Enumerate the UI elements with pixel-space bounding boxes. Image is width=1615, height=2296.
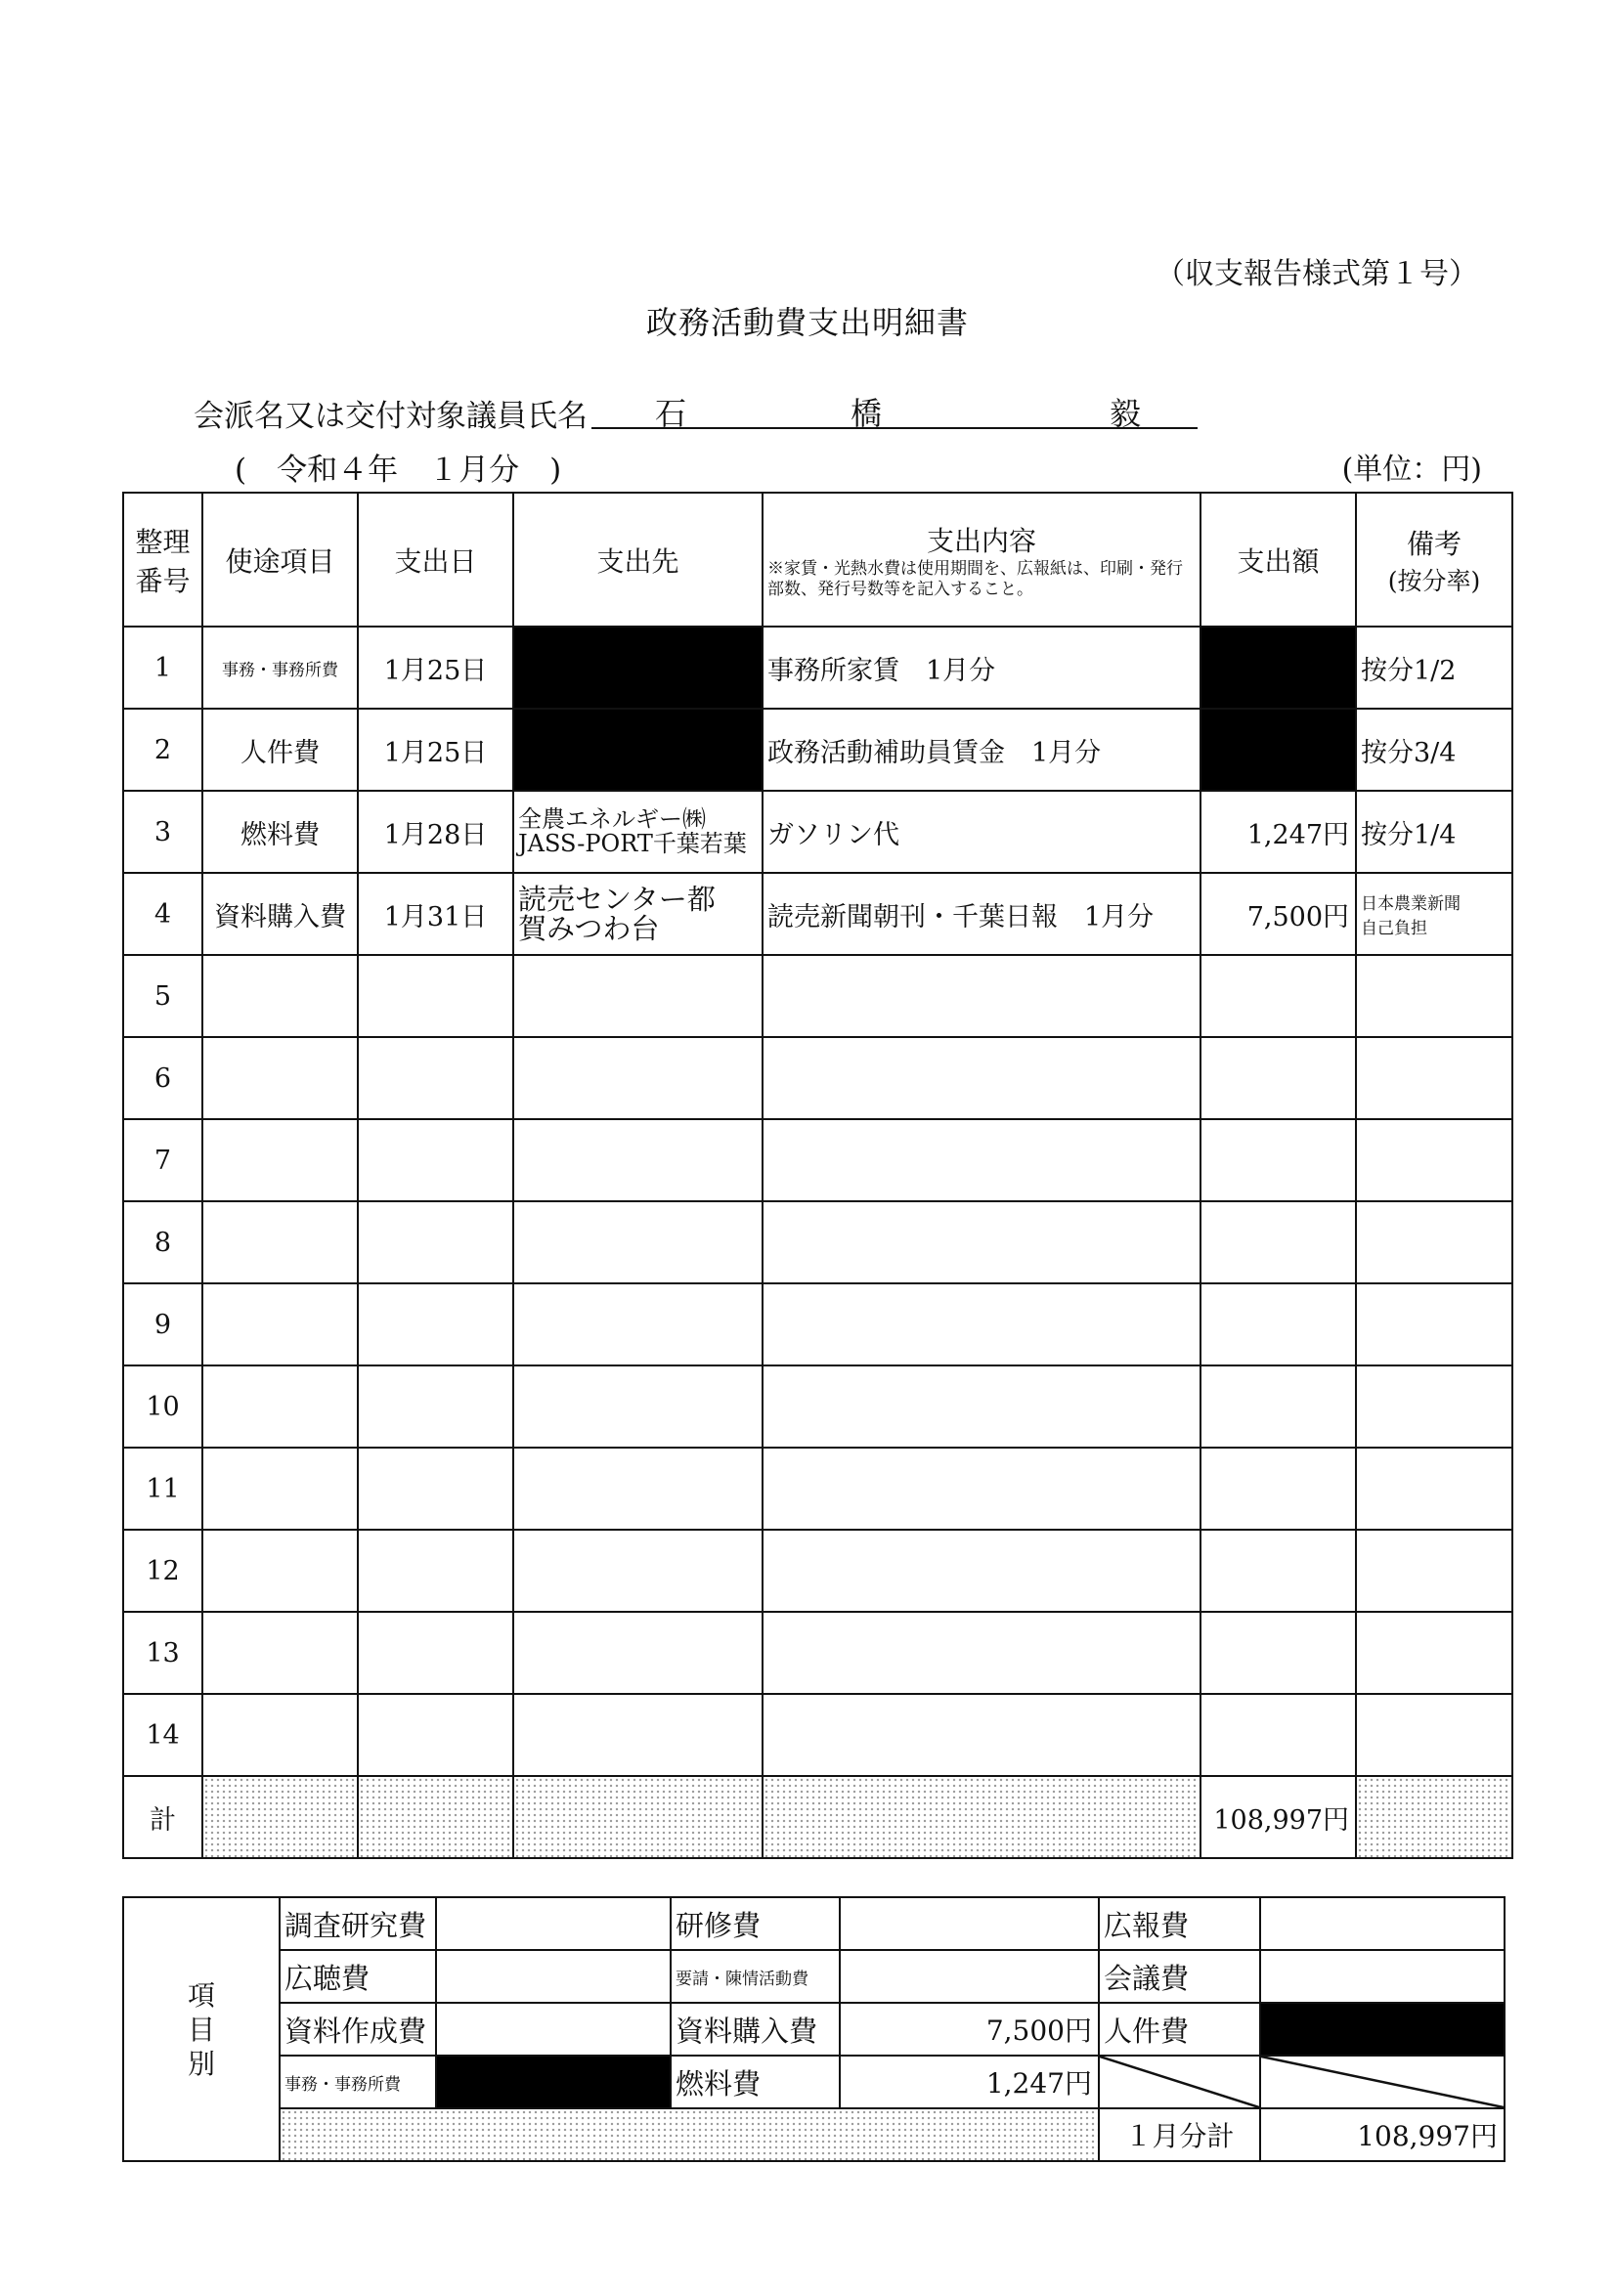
row-remarks bbox=[1356, 955, 1512, 1037]
category-value-fuel: 1,247円 bbox=[840, 2056, 1099, 2108]
header-date: 支出日 bbox=[358, 493, 513, 627]
table-row bbox=[123, 1037, 1512, 1119]
row-content: ガソリン代 bbox=[763, 791, 1200, 873]
category-total-row bbox=[123, 2108, 1505, 2161]
table-row bbox=[123, 1694, 1512, 1776]
row-amount bbox=[1200, 1694, 1356, 1776]
row-content bbox=[763, 955, 1200, 1037]
category-row-3 bbox=[123, 2003, 1505, 2056]
category-total-empty bbox=[280, 2108, 1099, 2161]
header-no: 整理 番号 bbox=[123, 493, 202, 627]
row-purpose bbox=[202, 1037, 358, 1119]
row-content bbox=[763, 1448, 1200, 1530]
row-purpose: 人件費 bbox=[202, 709, 358, 791]
row-amount bbox=[1200, 1612, 1356, 1694]
category-label-personnel: 人件費 bbox=[1099, 2003, 1260, 2056]
header-remarks: 備考 (按分率) bbox=[1356, 493, 1512, 627]
category-summary-table bbox=[122, 1896, 1506, 2162]
total-empty-cell bbox=[358, 1776, 513, 1858]
table-row bbox=[123, 873, 1512, 955]
row-payee-redacted bbox=[513, 709, 763, 791]
row-amount: 1,247円 bbox=[1200, 791, 1356, 873]
row-remarks: 按分1/4 bbox=[1356, 791, 1512, 873]
total-empty-cell bbox=[202, 1776, 358, 1858]
row-purpose: 事務・事務所費 bbox=[202, 627, 358, 709]
table-row bbox=[123, 791, 1512, 873]
row-date bbox=[358, 1612, 513, 1694]
header-purpose: 使途項目 bbox=[202, 493, 358, 627]
total-row bbox=[123, 1776, 1512, 1858]
row-content bbox=[763, 1365, 1200, 1448]
member-name-char-1: 石 bbox=[655, 395, 687, 432]
row-payee bbox=[513, 1448, 763, 1530]
table-row bbox=[123, 1530, 1512, 1612]
category-empty-diagonal bbox=[1099, 2056, 1260, 2108]
category-label-hearing: 広聴費 bbox=[280, 1950, 436, 2003]
row-payee bbox=[513, 955, 763, 1037]
header-amount: 支出額 bbox=[1200, 493, 1356, 627]
category-value-office-redacted bbox=[436, 2056, 671, 2108]
monthly-total-value: 108,997円 bbox=[1260, 2108, 1505, 2161]
row-purpose bbox=[202, 1365, 358, 1448]
category-label-office: 事務・事務所費 bbox=[280, 2056, 436, 2108]
row-remarks: 按分1/2 bbox=[1356, 627, 1512, 709]
row-content bbox=[763, 1283, 1200, 1365]
table-row bbox=[123, 627, 1512, 709]
row-content bbox=[763, 1201, 1200, 1283]
row-date bbox=[358, 1119, 513, 1201]
category-label-material-purchase: 資料購入費 bbox=[671, 2003, 840, 2056]
row-purpose bbox=[202, 1448, 358, 1530]
row-amount bbox=[1200, 1037, 1356, 1119]
row-date bbox=[358, 1037, 513, 1119]
row-number: 10 bbox=[123, 1365, 202, 1448]
total-empty-cell bbox=[513, 1776, 763, 1858]
total-label: 計 bbox=[123, 1776, 202, 1858]
row-payee bbox=[513, 1530, 763, 1612]
row-number: 1 bbox=[123, 627, 202, 709]
total-amount: 108,997円 bbox=[1200, 1776, 1356, 1858]
row-amount bbox=[1200, 955, 1356, 1037]
header-payee: 支出先 bbox=[513, 493, 763, 627]
category-value-hearing bbox=[436, 1950, 671, 2003]
row-remarks bbox=[1356, 1612, 1512, 1694]
category-label-fuel: 燃料費 bbox=[671, 2056, 840, 2108]
table-row bbox=[123, 1612, 1512, 1694]
category-value-personnel-redacted bbox=[1260, 2003, 1505, 2056]
row-date bbox=[358, 1283, 513, 1365]
row-remarks bbox=[1356, 1119, 1512, 1201]
row-number: 2 bbox=[123, 709, 202, 791]
row-amount bbox=[1200, 1530, 1356, 1612]
row-purpose bbox=[202, 1201, 358, 1283]
row-number: 3 bbox=[123, 791, 202, 873]
category-value-meeting bbox=[1260, 1950, 1505, 2003]
row-remarks bbox=[1356, 1037, 1512, 1119]
row-payee bbox=[513, 1283, 763, 1365]
total-empty-cell bbox=[763, 1776, 1200, 1858]
row-amount bbox=[1200, 1365, 1356, 1448]
row-amount-redacted bbox=[1200, 709, 1356, 791]
row-date bbox=[358, 1530, 513, 1612]
row-date: 1月28日 bbox=[358, 791, 513, 873]
row-payee-redacted bbox=[513, 627, 763, 709]
row-remarks bbox=[1356, 1694, 1512, 1776]
row-payee: 全農エネルギー㈱ JASS-PORT千葉若葉 bbox=[513, 791, 763, 873]
row-content bbox=[763, 1530, 1200, 1612]
category-value-material-creation bbox=[436, 2003, 671, 2056]
row-payee bbox=[513, 1365, 763, 1448]
row-payee bbox=[513, 1037, 763, 1119]
row-payee bbox=[513, 1119, 763, 1201]
member-name-char-3: 毅 bbox=[1110, 395, 1142, 432]
category-label-material-creation: 資料作成費 bbox=[280, 2003, 436, 2056]
row-remarks: 日本農業新聞 自己負担 bbox=[1356, 873, 1512, 955]
table-row bbox=[123, 1283, 1512, 1365]
category-value-publicity bbox=[1260, 1897, 1505, 1950]
row-number: 13 bbox=[123, 1612, 202, 1694]
row-number: 9 bbox=[123, 1283, 202, 1365]
table-row bbox=[123, 1365, 1512, 1448]
header-row bbox=[123, 493, 1512, 627]
row-date bbox=[358, 1201, 513, 1283]
row-amount-redacted bbox=[1200, 627, 1356, 709]
unit-label: (単位：円) bbox=[1341, 453, 1482, 487]
row-date: 1月25日 bbox=[358, 709, 513, 791]
row-payee bbox=[513, 1612, 763, 1694]
table-row bbox=[123, 1448, 1512, 1530]
row-content bbox=[763, 1612, 1200, 1694]
row-content: 政務活動補助員賃金 1月分 bbox=[763, 709, 1200, 791]
row-content: 読売新聞朝刊・千葉日報 1月分 bbox=[763, 873, 1200, 955]
row-purpose: 資料購入費 bbox=[202, 873, 358, 955]
row-number: 12 bbox=[123, 1530, 202, 1612]
total-empty-cell bbox=[1356, 1776, 1512, 1858]
category-value-training bbox=[840, 1897, 1099, 1950]
row-number: 7 bbox=[123, 1119, 202, 1201]
document-title: 政務活動費支出明細書 bbox=[645, 304, 969, 341]
row-date bbox=[358, 1694, 513, 1776]
member-label: 会派名又は交付対象議員氏名 bbox=[194, 399, 588, 434]
row-date: 1月31日 bbox=[358, 873, 513, 955]
row-amount bbox=[1200, 1201, 1356, 1283]
category-label-meeting: 会議費 bbox=[1099, 1950, 1260, 2003]
row-remarks bbox=[1356, 1530, 1512, 1612]
row-remarks: 按分3/4 bbox=[1356, 709, 1512, 791]
row-date bbox=[358, 1448, 513, 1530]
row-payee bbox=[513, 1694, 763, 1776]
row-purpose bbox=[202, 1530, 358, 1612]
table-row bbox=[123, 1119, 1512, 1201]
category-side-label: 項 目 別 bbox=[123, 1897, 280, 2161]
row-number: 11 bbox=[123, 1448, 202, 1530]
row-content bbox=[763, 1037, 1200, 1119]
form-number: （収支報告様式第１号） bbox=[1156, 257, 1478, 291]
row-purpose bbox=[202, 1694, 358, 1776]
row-content: 事務所家賃 1月分 bbox=[763, 627, 1200, 709]
category-label-research: 調査研究費 bbox=[280, 1897, 436, 1950]
row-date bbox=[358, 1365, 513, 1448]
row-date: 1月25日 bbox=[358, 627, 513, 709]
category-value-material-purchase: 7,500円 bbox=[840, 2003, 1099, 2056]
row-payee bbox=[513, 1201, 763, 1283]
row-remarks bbox=[1356, 1448, 1512, 1530]
row-amount: 7,500円 bbox=[1200, 873, 1356, 955]
category-row-1 bbox=[123, 1897, 1505, 1950]
category-value-petition bbox=[840, 1950, 1099, 2003]
row-remarks bbox=[1356, 1283, 1512, 1365]
row-number: 8 bbox=[123, 1201, 202, 1283]
category-label-petition: 要請・陳情活動費 bbox=[671, 1950, 840, 2003]
table-row bbox=[123, 955, 1512, 1037]
row-purpose bbox=[202, 1119, 358, 1201]
category-row-4 bbox=[123, 2056, 1505, 2108]
row-number: 14 bbox=[123, 1694, 202, 1776]
row-content bbox=[763, 1119, 1200, 1201]
category-row-2 bbox=[123, 1950, 1505, 2003]
member-name-char-2: 橋 bbox=[851, 395, 883, 432]
category-label-training: 研修費 bbox=[671, 1897, 840, 1950]
category-label-publicity: 広報費 bbox=[1099, 1897, 1260, 1950]
header-content: 支出内容 ※家賃・光熱水費は使用期間を、広報紙は、印刷・発行部数、発行号数等を記入すること。 bbox=[763, 493, 1200, 627]
table-row bbox=[123, 1201, 1512, 1283]
row-payee: 読売センター都 賀みつわ台 bbox=[513, 873, 763, 955]
row-number: 5 bbox=[123, 955, 202, 1037]
expense-table bbox=[122, 492, 1513, 1859]
row-remarks bbox=[1356, 1201, 1512, 1283]
row-purpose: 燃料費 bbox=[202, 791, 358, 873]
row-purpose bbox=[202, 955, 358, 1037]
table-row bbox=[123, 709, 1512, 791]
report-period: ( 令和４年 １月分 ) bbox=[235, 453, 562, 488]
row-purpose bbox=[202, 1612, 358, 1694]
category-empty-diagonal bbox=[1260, 2056, 1505, 2108]
monthly-total-label: １月分計 bbox=[1099, 2108, 1260, 2161]
row-remarks bbox=[1356, 1365, 1512, 1448]
row-number: 4 bbox=[123, 873, 202, 955]
row-amount bbox=[1200, 1283, 1356, 1365]
category-value-research bbox=[436, 1897, 671, 1950]
row-amount bbox=[1200, 1119, 1356, 1201]
row-purpose bbox=[202, 1283, 358, 1365]
row-date bbox=[358, 955, 513, 1037]
row-number: 6 bbox=[123, 1037, 202, 1119]
row-amount bbox=[1200, 1448, 1356, 1530]
row-content bbox=[763, 1694, 1200, 1776]
